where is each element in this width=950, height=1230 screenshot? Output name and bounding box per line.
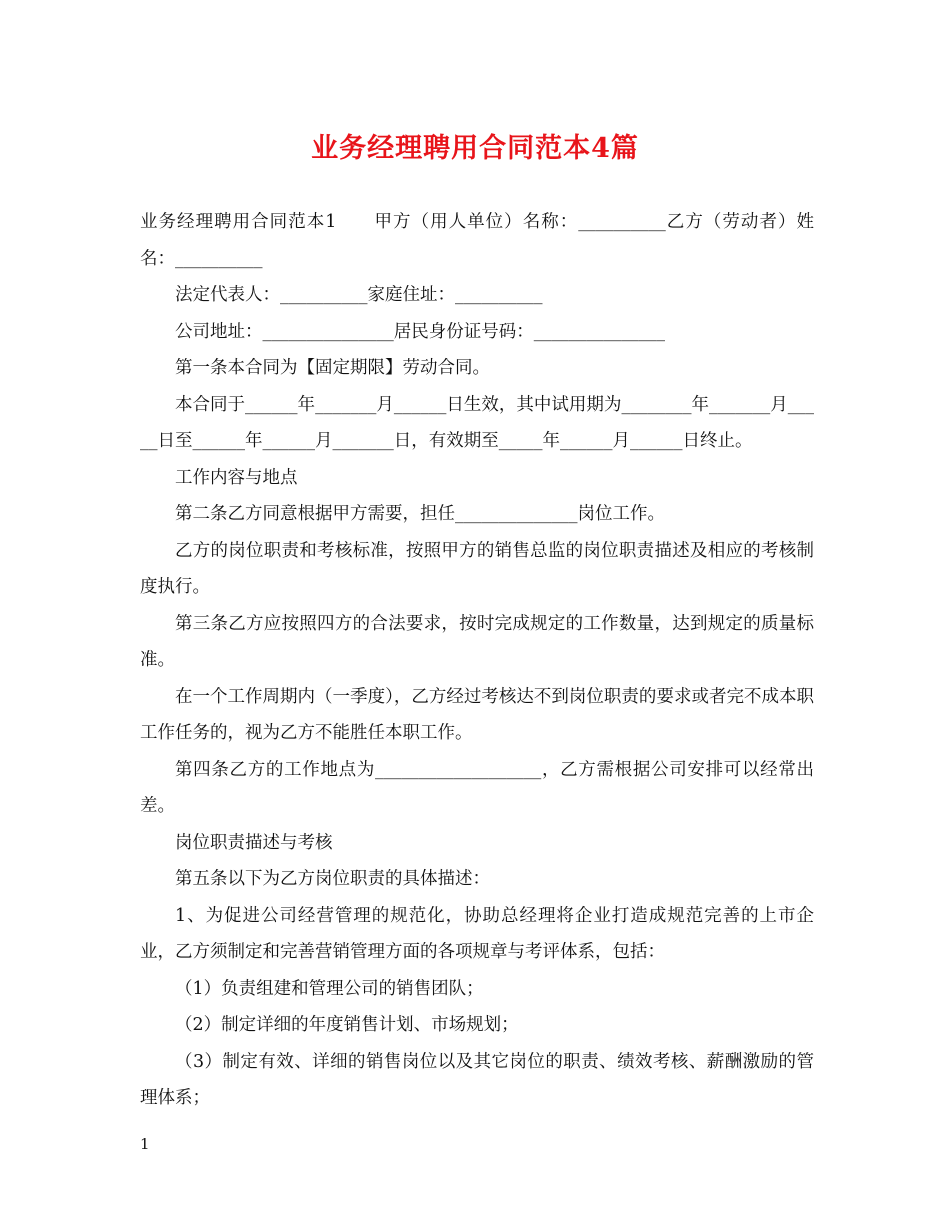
paragraph-company-address: 公司地址：_______________居民身份证号码：_______________ bbox=[175, 321, 665, 342]
paragraph-subitem-1: （1）负责组建和管理公司的销售团队； bbox=[175, 978, 484, 999]
paragraph-contract-term: 本合同于______年_______月______日生效，其中试用期为________年_______月_____日至______年______月_______日，有效期至_____年______月______日终止。 bbox=[140, 394, 814, 451]
page-number: 1 bbox=[140, 1135, 150, 1153]
section-heading-duties: 岗位职责描述与考核 bbox=[175, 832, 333, 853]
paragraph-item-1: 1、为促进公司经营管理的规范化，协助总经理将企业打造成规范完善的上市企业，乙方须制定和完善营销管理方面的各项规章与考评体系，包括： bbox=[140, 905, 814, 962]
paragraph-article-1: 第一条本合同为【固定期限】劳动合同。 bbox=[175, 358, 490, 378]
document-body bbox=[140, 204, 814, 1117]
paragraph-article-2: 第二条乙方同意根据甲方需要，担任______________岗位工作。 bbox=[175, 504, 665, 524]
paragraph-article-3: 第三条乙方应按照四方的合法要求，按时完成规定的工作数量，达到规定的质量标准。 bbox=[140, 613, 814, 670]
paragraph-intro: 业务经理聘用合同范本1 甲方（用人单位）名称：__________乙方（劳动者）姓名：__________ bbox=[140, 212, 814, 269]
section-heading-work: 工作内容与地点 bbox=[175, 467, 298, 488]
paragraph-work-cycle: 在一个工作周期内（一季度），乙方经过考核达不到岗位职责的要求或者完不成本职工作任务的，视为乙方不能胜任本职工作。 bbox=[140, 686, 814, 743]
document-title: 业务经理聘用合同范本4篇 bbox=[311, 133, 639, 164]
paragraph-article-5: 第五条以下为乙方岗位职责的具体描述： bbox=[175, 869, 490, 889]
paragraph-duties-standard: 乙方的岗位职责和考核标准，按照甲方的销售总监的岗位职责描述及相应的考核制度执行。 bbox=[140, 540, 814, 597]
paragraph-legal-rep: 法定代表人：__________家庭住址：__________ bbox=[175, 285, 543, 305]
paragraph-article-4: 第四条乙方的工作地点为___________________，乙方需根据公司安排可以经常出差。 bbox=[140, 759, 814, 816]
paragraph-subitem-3: （3）制定有效、详细的销售岗位以及其它岗位的职责、绩效考核、薪酬激励的管理体系； bbox=[140, 1051, 814, 1108]
paragraph-subitem-2: （2）制定详细的年度销售计划、市场规划； bbox=[175, 1015, 519, 1035]
